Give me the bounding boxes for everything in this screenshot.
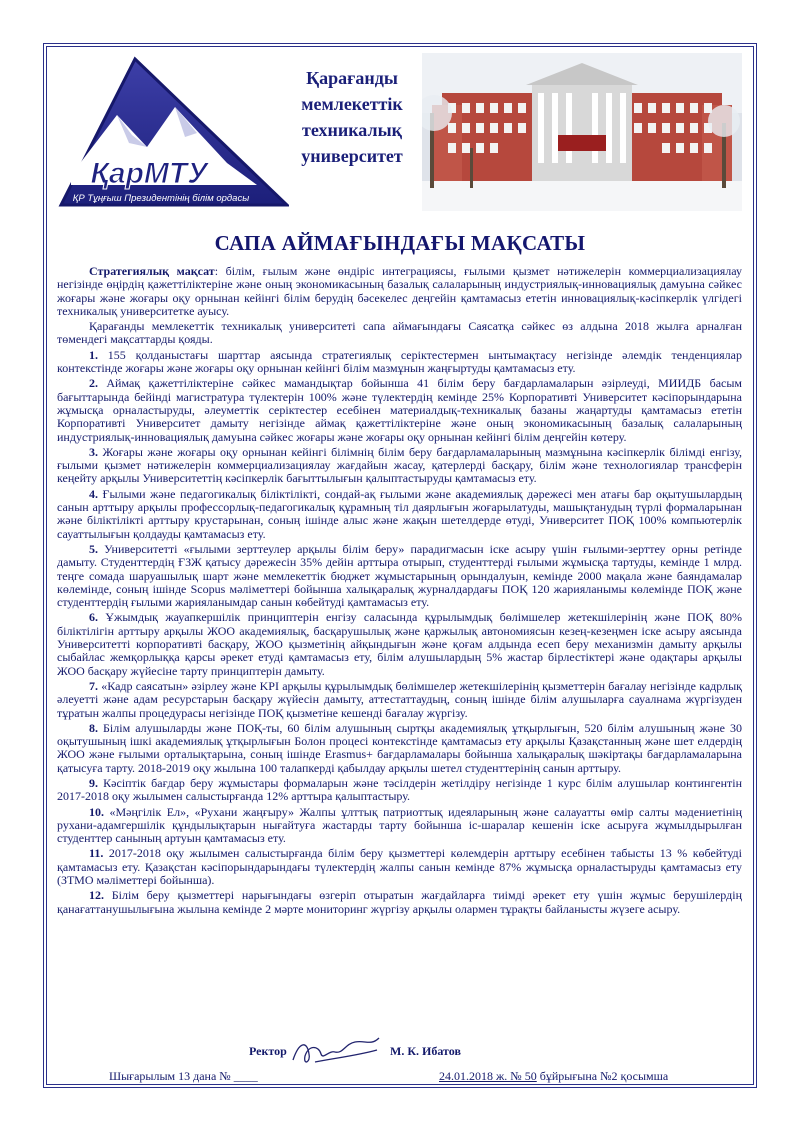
rector-name: М. К. Ибатов bbox=[390, 1044, 461, 1058]
goal-item bbox=[57, 889, 742, 916]
order-date: 24.01.2018 ж. № 50 bbox=[439, 1069, 537, 1083]
signature-block bbox=[47, 1042, 753, 1082]
goal-text: 2017-2018 оқу жылымен салыстырғанда білім беру қызметтері көлемдерін арттыру есебінен табысты 13 % көбейтуді қамтамасыз ету. Қазақстан кәсіпорындарындағы түлектердің жалпы санын кемінде 87% жұмысқа орналастыруды қамтамасыз ету (ЗТМО мәліметтері бойынша). bbox=[57, 846, 742, 888]
goal-number: 9. bbox=[89, 775, 98, 790]
goal-text: Білім алушыларды және ПОҚ-ты, 60 білім алушының сыртқы академиялық ұтқырлығын, 520 білім алушының және 30 оқытушының ішкі академиялық ұтқырлығын Болон процесі контекстінде қамтамасыз ету арқылы Қазақстанның және шет елдердің ЖОО және ғылыми орталықтарына, соның ішінде Erasmus+ бағдарламалары бойынша халықаралық шәкіртақы бағдарламаларына қатысуға тарту. 2018-2019 оқу жылына 100 талапкерді қабылдау арқылы шетел студенттерінің санын арттыру. bbox=[57, 720, 742, 775]
goal-number: 11. bbox=[89, 846, 104, 861]
goal-item bbox=[57, 611, 742, 677]
goal-text: 155 қолданыстағы шарттар аясында стратегиялық серіктестермен ынтымақтасу негізінде әлемдік тенденциялар контекстінде жоғары және жоғары оқу орнынан кейінгі білім мазмұнын жаңғыртуды қамтамасыз ету. bbox=[57, 347, 742, 376]
order-suffix: бұйрығына №2 қосымша bbox=[536, 1069, 669, 1083]
goal-number: 1. bbox=[89, 347, 98, 362]
goal-text: Кәсіптік бағдар беру жұмыстары формаларын және тәсілдерін жетілдіру негізінде 1 курс білім алушылар контингентін 2017-2018 оқу жылымен салыстырғанда 12% арттыра қалыптастыру. bbox=[57, 775, 742, 804]
goal-number: 6. bbox=[89, 610, 98, 625]
goal-number: 12. bbox=[89, 888, 104, 903]
rector-label: Ректор bbox=[249, 1044, 287, 1058]
university-logo bbox=[57, 55, 289, 215]
goal-text: Жоғары және жоғары оқу орнынан кейінгі білімнің білім беру бағдарламаларының мазмұнына кәсіпкерлік білімді енгізу, ғылыми қызмет нәтижелерін коммерциализациялау жағдайын жасау, қатерлерді басқару, білім және технологиялар трансферін кеңейту арқылы Университеттің кәсіпкерлік бағыттылығын қалыптастыруды қамтамасыз ету. bbox=[57, 444, 742, 486]
university-building-photo bbox=[422, 53, 742, 211]
copies-note: Шығарылым 13 дана № ____ bbox=[109, 1069, 258, 1083]
university-name-line: Қарағанды bbox=[306, 68, 398, 88]
rector-signature bbox=[285, 1032, 385, 1072]
goal-text: «Мәңгілік Ел», «Рухани жаңғыру» Жалпы ұлттық патриоттық идеяларының және салауатты өмір салты мәдениетінің рухани-адамгершілік құндылықтарын нығайтуға жастарды тарту бойынша іс-шаралар кешенін іске асыруға жұмылдырылған студенттер санының артуын қамтамасыз ету. bbox=[57, 804, 742, 846]
strategic-goal-label: Стратегиялық мақсат bbox=[89, 264, 215, 278]
goal-number: 3. bbox=[89, 444, 98, 459]
university-name bbox=[287, 65, 417, 169]
document-page bbox=[43, 43, 757, 1088]
goal-item bbox=[57, 349, 742, 376]
goal-text: Университетті «ғылыми зерттеулер арқылы білім беру» парадигмасын іске асыру үшін ғылыми-зерттеу орны ретінде дамыту. Студенттердің ҒЗЖ қатысу дәрежесін 35% дейін арттыра отырып, студенттерді ғылыми жұмысқа тартуды, кемінде 1 млрд. теңге сомада шаруашылық шарт және мемлекеттік бюджет жұмыстарының орындалуын, кемінде 2000 мақала және баяндамалар көлемінде, соның ішінде Scopus мәліметтері бойынша халықаралық журналдардағы ПОҚ 120 жарияланымы көлемінде ПОҚ және студенттердің ғылыми жарияланымдар санын көбейтуді қамтамасыз ету. bbox=[57, 541, 742, 610]
header bbox=[47, 47, 753, 222]
goal-item bbox=[57, 543, 742, 609]
university-name-line: техникалық bbox=[302, 120, 402, 140]
goal-text: Ұжымдық жауапкершілік принциптерін енгізу саласында құрылымдық бөлімшелер жетекшілерінің және ПОҚ 80% біліктілігін арттыру арқылы ЖОО академиялық, басқарушылық және қаржылық автономиясын кезең-кезеңмен іске асыру аясында Университетті корпоративті басқару, ЖОО қызметінің айқындығын және қоғам алдында есеп беру механизмін дамыту арқылы сыбайлас жемқорлыққа қарсы әрекет етуді қамтамасыз ету, білім алушылардың 5% жастар бірлестіктері және одақтары арқылы ЖОО басқару жүйесіне тарту принциптерін дамыту. bbox=[57, 610, 742, 678]
university-name-line: университет bbox=[301, 146, 403, 166]
goal-number: 8. bbox=[89, 720, 98, 735]
goal-item bbox=[57, 722, 742, 775]
goal-number: 2. bbox=[89, 376, 98, 391]
goal-text: Аймақ қажеттіліктеріне сәйкес мамандықтар бойынша 41 білім беру бағдарламаларын әзірлеуді, МИИДБ басым бағыттарында бейінді магистратура түлектерін 100% және түлектердің кемінде 25% Корпоративті Университет кәсіпорындарына жұмысқа орналастыруды, әлеуметтік серіктестер есебінен материалдық-техникалық базаны жаңартуды қамтамасыз ететін Корпоративті Университет дамыту негізінде аймақ қажеттіліктеріне және оның экономикасының базалық салаларының индустриялық-инновациялық дамуына сәйкес жоғары және жоғары оқу орнынан кейінгі білім деңгейін көтеру. bbox=[57, 376, 742, 444]
goal-number: 7. bbox=[89, 678, 98, 693]
goal-text: «Кадр саясатын» әзірлеу және KPI арқылы құрылымдық бөлімшелер жетекшілерінің қызметтерін бағалау негізінде кадрлық әлеуетті және адам ресурстарын басқару жүйесін дамыту, аттестаттаудың, соның ішінде білім алушыларға сауалнама жүргізуден тұратын жалпы процедурасы негізінде ПОҚ қызметіне кешенді бағалау жүргізу. bbox=[57, 678, 742, 720]
goal-item bbox=[57, 680, 742, 720]
policy-paragraph: Қарағанды мемлекеттік техникалық университеті сапа аймағындағы Саясатқа сәйкес өз алдына 2018 жылға арналған төмендегі мақсаттарды қояды. bbox=[57, 319, 742, 347]
strategic-goal-text: : білім, ғылым және өндіріс интеграциясы, ғылыми қызмет нәтижелерін коммерциализациялау негізінде өңірдің қажеттіліктеріне және оның экономикасының базалық салаларының индустриялық-инновациялық дамуына сәйкес жоғары және жоғары оқу орнынан кейінгі білім берудің бәсекелес деңгейін қамтамасыз ететін инновациялық-кәсіпкерлік үлгідегі техникалық университетке ауысу. bbox=[57, 264, 742, 318]
goal-number: 4. bbox=[89, 486, 98, 501]
goal-item bbox=[57, 777, 742, 804]
page-title: САПА АЙМАҒЫНДАҒЫ МАҚСАТЫ bbox=[214, 231, 586, 255]
document-body bbox=[57, 265, 742, 918]
order-note bbox=[439, 1069, 668, 1084]
goal-number: 10. bbox=[89, 804, 104, 819]
logo-subtitle: ҚР Тұңғыш Президентінің білім ордасы bbox=[72, 193, 250, 204]
goal-item bbox=[57, 847, 742, 887]
goal-item bbox=[57, 446, 742, 486]
logo-text: ҚарМТУ bbox=[90, 157, 208, 190]
strategic-goal-paragraph bbox=[57, 265, 742, 318]
goal-text: Білім беру қызметтері нарығындағы өзгеріп отыратын жағдайларға тиімді әрекет ету үшін жұмыс берушілердің қанағаттанушылығына жылына кемінде 2 мәрте мониторинг жүргізу арқылы олармен тұрақты байланысты жүзеге асыру. bbox=[57, 888, 742, 916]
goal-item bbox=[57, 806, 742, 846]
goal-item bbox=[57, 488, 742, 541]
goal-number: 5. bbox=[89, 541, 98, 556]
university-name-line: мемлекеттік bbox=[301, 94, 403, 114]
goal-text: Ғылыми және педагогикалық біліктілікті, сондай-ақ ғылыми және академиялық дәрежесі мен атағы бар оқытушылардың санын арттыру арқылы профессорлық-педагогикалық құрамның тіл даярлығын жоғарылатуды, машықтанудың түрлі формаларынан және біліктілікті арттыру крустарынан, соның ішінде алыс және жақын шетелдерде өтуді, Университет ПОҚ 100% компьютерлік сауаттылығын қолдауды қамтамасыз ету. bbox=[57, 486, 742, 541]
goal-item bbox=[57, 377, 742, 443]
